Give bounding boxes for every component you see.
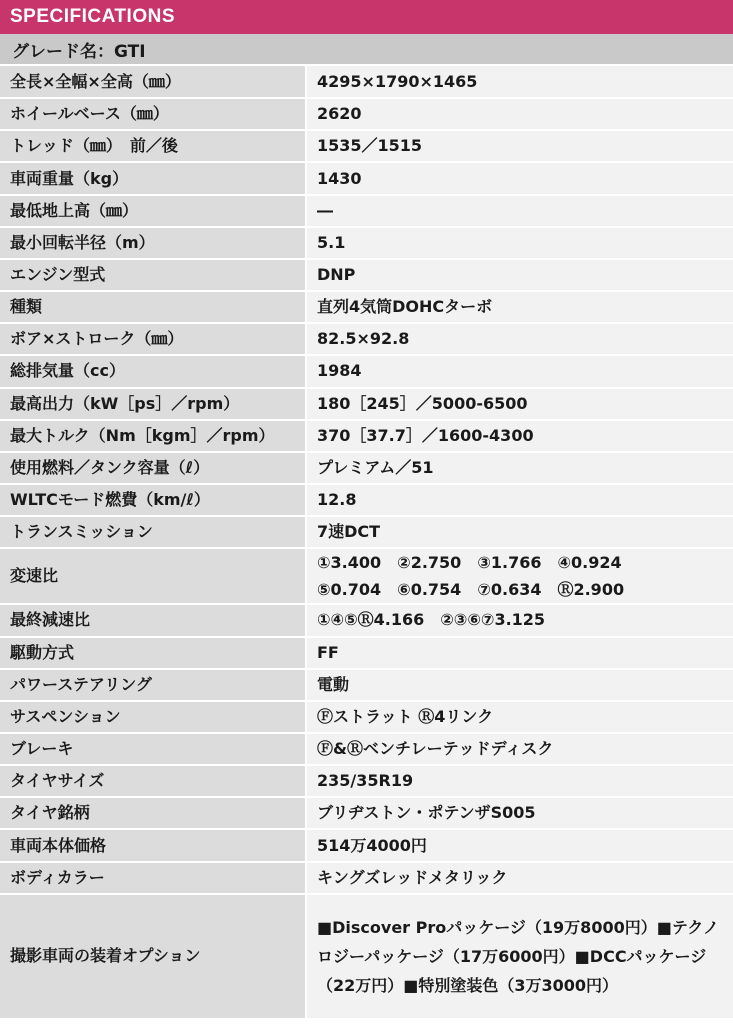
- table-row: [0, 733, 733, 765]
- table-row: [0, 259, 733, 291]
- table-row: [0, 516, 733, 548]
- row-label: ボア×ストローク（㎜）: [0, 323, 306, 355]
- row-label: 最低地上高（㎜）: [0, 195, 306, 227]
- table-row: [0, 130, 733, 162]
- row-value: 82.5×92.8: [306, 323, 733, 355]
- row-label: 最小回転半径（m）: [0, 227, 306, 259]
- row-value: 1535／1515: [306, 130, 733, 162]
- spec-title: SPECIFICATIONS: [10, 6, 175, 27]
- table-row: [0, 323, 733, 355]
- row-label: 最終減速比: [0, 604, 306, 636]
- row-value: 電動: [306, 669, 733, 701]
- table-row: [0, 452, 733, 484]
- row-label: 総排気量（cc）: [0, 355, 306, 387]
- row-value: 1984: [306, 355, 733, 387]
- options-text: ■Discover Proパッケージ（19万8000円）■テクノロジーパッケージ（17万6000円）■DCCパッケージ（22万円）■特別塗装色（3万3000円）: [317, 917, 719, 995]
- row-value: DNP: [306, 259, 733, 291]
- row-value: FF: [306, 637, 733, 669]
- row-value: Ⓕストラット Ⓡ4リンク: [306, 701, 733, 733]
- table-row: [0, 227, 733, 259]
- row-label: 車両本体価格: [0, 829, 306, 861]
- row-value: [306, 548, 733, 604]
- spec-header: [0, 0, 733, 34]
- row-label: 種類: [0, 291, 306, 323]
- row-value: Ⓕ&Ⓡベンチレーテッドディスク: [306, 733, 733, 765]
- row-label: 車両重量（kg）: [0, 162, 306, 194]
- row-label: 最大トルク（Nm［kgm］／rpm）: [0, 420, 306, 452]
- table-row: [0, 797, 733, 829]
- row-label: 使用燃料／タンク容量（ℓ）: [0, 452, 306, 484]
- row-label: ブレーキ: [0, 733, 306, 765]
- gear-ratio-line: ①3.400 ②2.750 ③1.766 ④0.924: [317, 553, 622, 573]
- table-row: [0, 355, 733, 387]
- row-value: 12.8: [306, 484, 733, 516]
- table-row: [0, 66, 733, 98]
- row-label: 変速比: [0, 548, 306, 604]
- row-value: 180［245］／5000-6500: [306, 388, 733, 420]
- row-value: 直列4気筒DOHCターボ: [306, 291, 733, 323]
- row-value: ①④⑤Ⓡ4.166 ②③⑥⑦3.125: [306, 604, 733, 636]
- row-value: ―: [306, 195, 733, 227]
- row-label: タイヤサイズ: [0, 765, 306, 797]
- row-label: ホイールベース（㎜）: [0, 98, 306, 130]
- row-value: キングズレッドメタリック: [306, 862, 733, 894]
- table-row: [0, 701, 733, 733]
- row-label: 駆動方式: [0, 637, 306, 669]
- table-row: [0, 669, 733, 701]
- row-label: パワーステアリング: [0, 669, 306, 701]
- row-label: 最高出力（kW［ps］／rpm）: [0, 388, 306, 420]
- row-value: プレミアム／51: [306, 452, 733, 484]
- row-value: [306, 894, 733, 1019]
- gear-ratio-line: ⑤0.704 ⑥0.754 ⑦0.634 Ⓡ2.900: [317, 580, 625, 600]
- table-row: [0, 162, 733, 194]
- row-value: 4295×1790×1465: [306, 66, 733, 98]
- table-row: [0, 388, 733, 420]
- table-row: [0, 484, 733, 516]
- table-row: [0, 195, 733, 227]
- table-row: [0, 637, 733, 669]
- row-label: タイヤ銘柄: [0, 797, 306, 829]
- table-row: [0, 548, 733, 604]
- table-row: [0, 98, 733, 130]
- row-label: 全長×全幅×全高（㎜）: [0, 66, 306, 98]
- table-row: [0, 420, 733, 452]
- table-row: [0, 604, 733, 636]
- row-label: 撮影車両の装着オプション: [0, 894, 306, 1019]
- row-value: 1430: [306, 162, 733, 194]
- row-value: 370［37.7］／1600-4300: [306, 420, 733, 452]
- table-row: [0, 291, 733, 323]
- grade-name: グレード名：GTI: [0, 34, 733, 66]
- table-row: [0, 829, 733, 861]
- table-row: [0, 894, 733, 1019]
- table-row: [0, 862, 733, 894]
- row-value: 7速DCT: [306, 516, 733, 548]
- row-value: ブリヂストン・ポテンザS005: [306, 797, 733, 829]
- row-label: エンジン型式: [0, 259, 306, 291]
- spec-table: [0, 66, 733, 1020]
- row-value: 235/35R19: [306, 765, 733, 797]
- row-value: 5.1: [306, 227, 733, 259]
- row-label: ボディカラー: [0, 862, 306, 894]
- row-value: 2620: [306, 98, 733, 130]
- table-row: [0, 765, 733, 797]
- row-label: トレッド（㎜） 前／後: [0, 130, 306, 162]
- row-label: トランスミッション: [0, 516, 306, 548]
- row-label: WLTCモード燃費（km/ℓ）: [0, 484, 306, 516]
- row-label: サスペンション: [0, 701, 306, 733]
- row-value: 514万4000円: [306, 829, 733, 861]
